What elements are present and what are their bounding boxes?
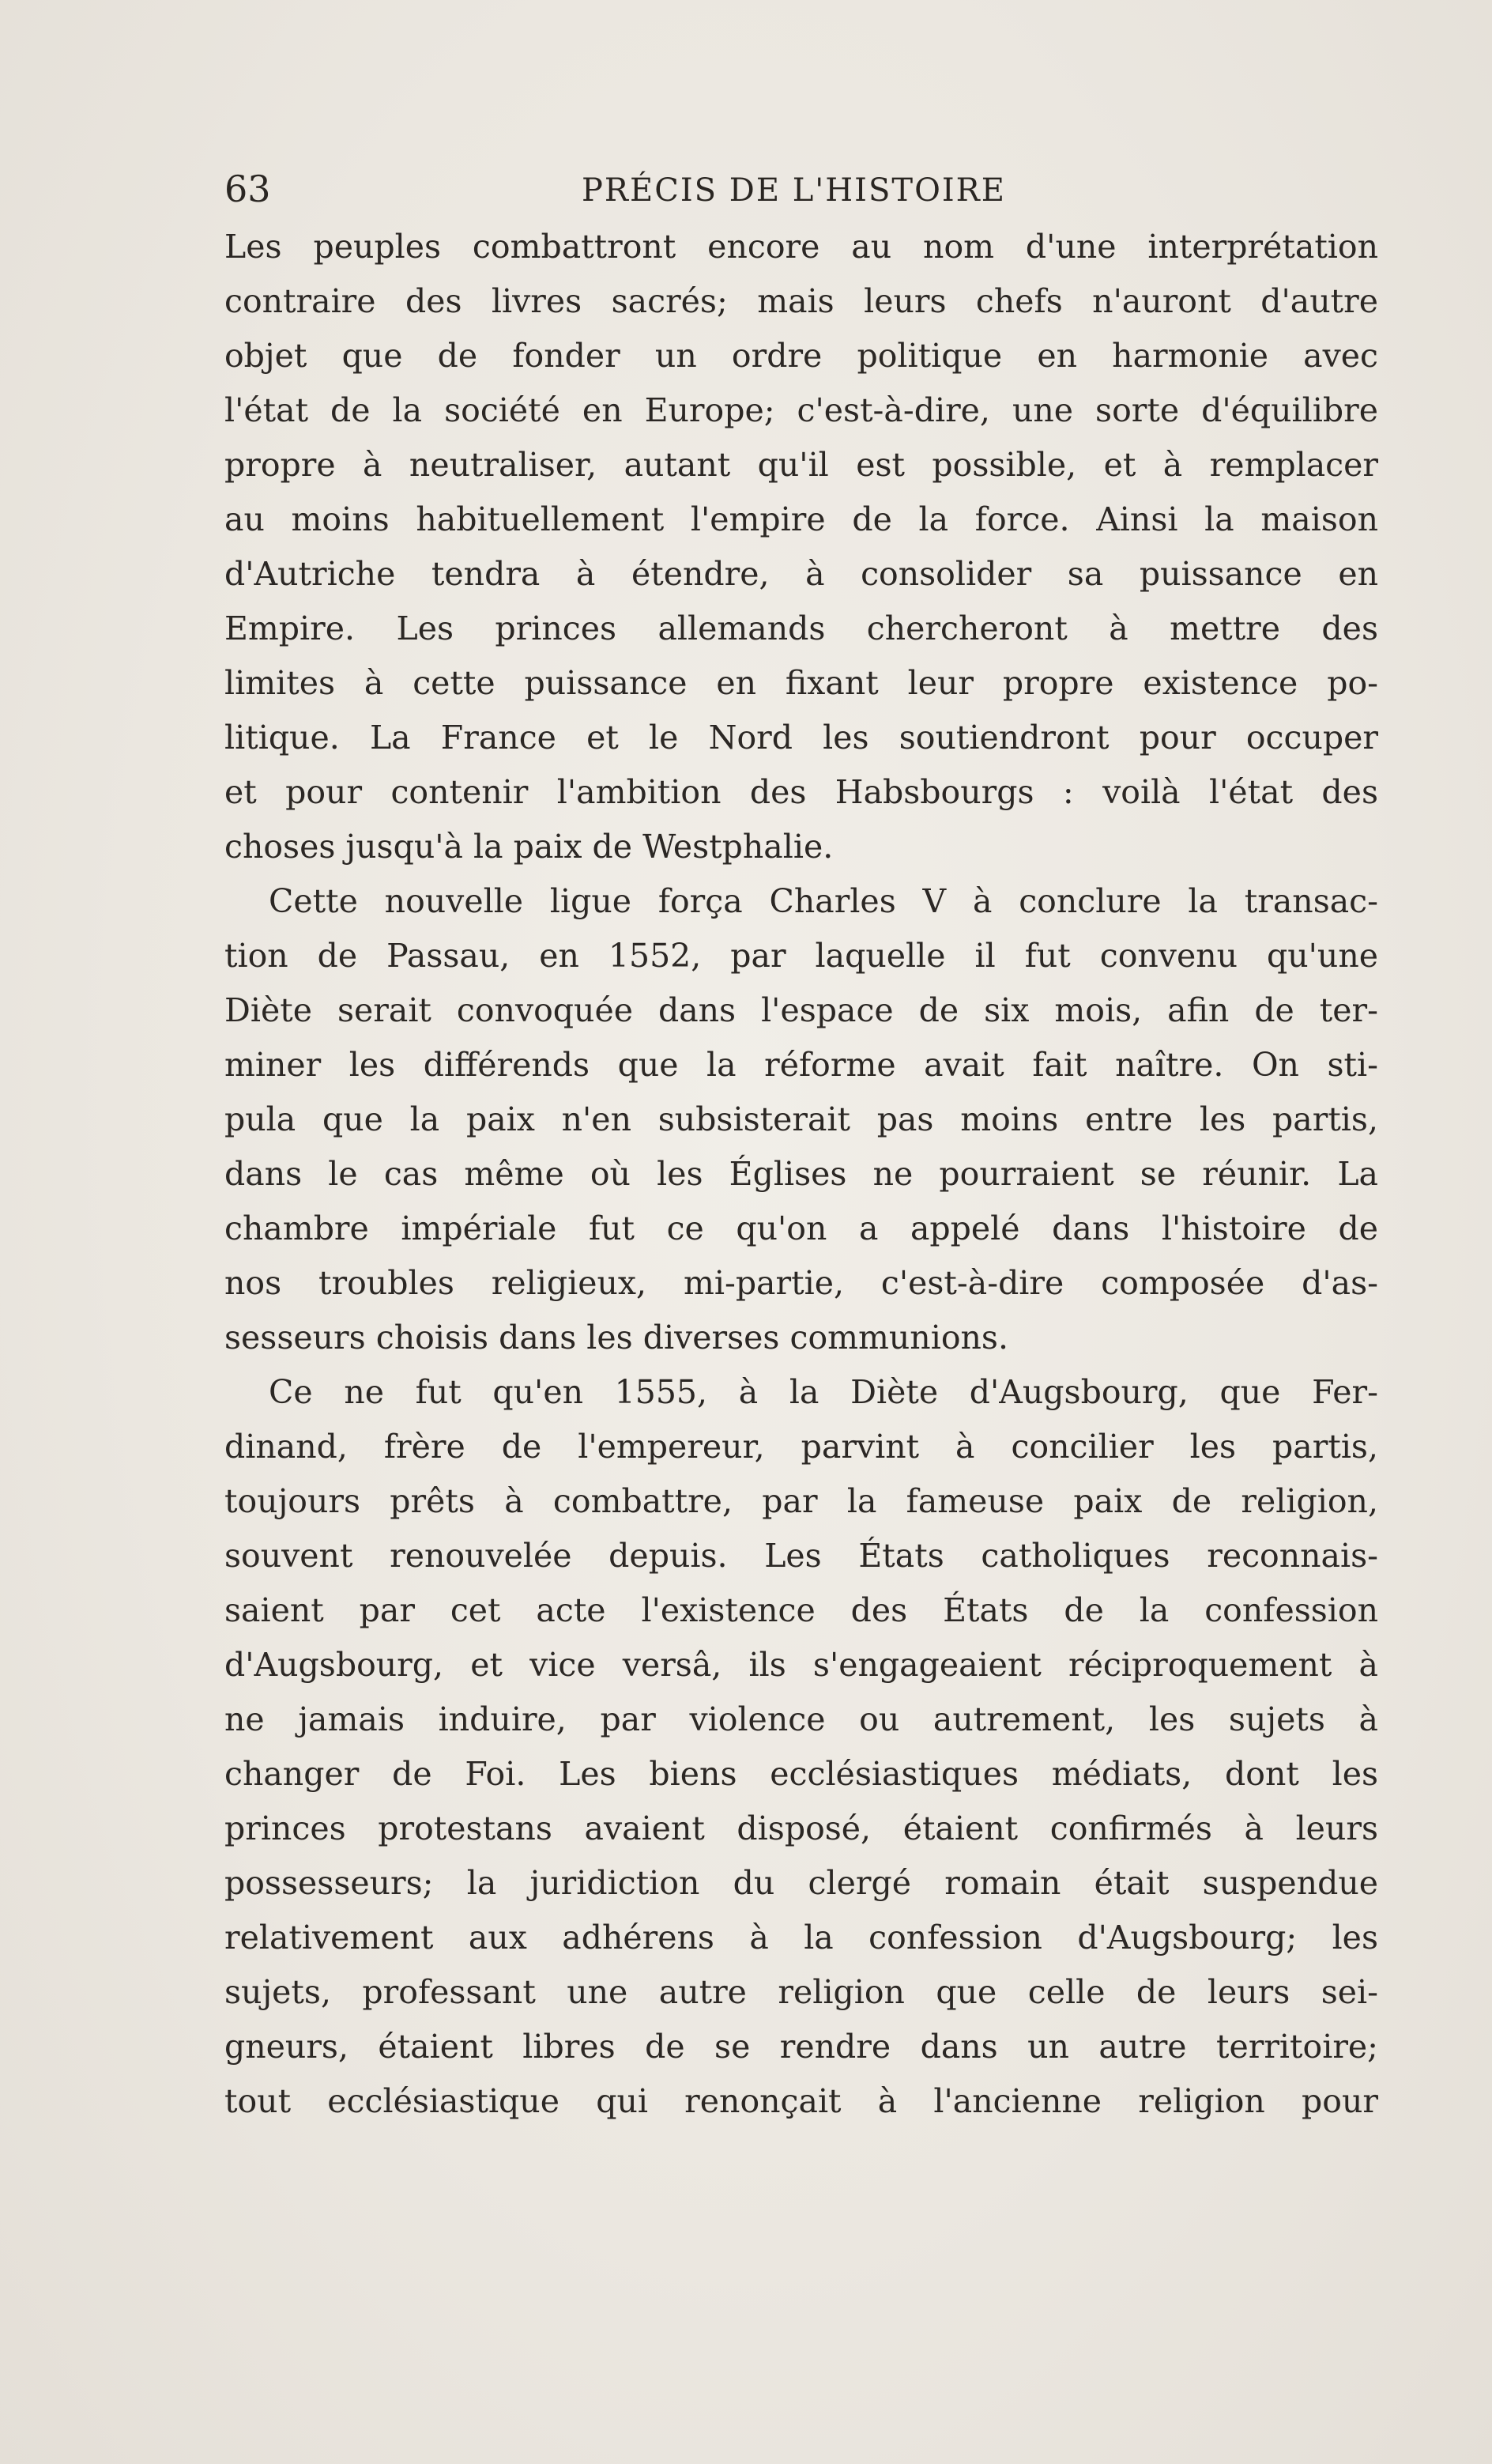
text-line: dans le cas même où les Églises ne pourraient se réunir. La xyxy=(224,1155,1378,1193)
text-line: sujets, professant une autre religion que celle de leurs sei- xyxy=(224,1973,1378,2011)
text-line: gneurs, étaient libres de se rendre dans un autre territoire; xyxy=(224,2028,1378,2066)
paragraph-2 xyxy=(224,874,1378,1365)
text-line: changer de Foi. Les biens ecclésiastiques médiats, dont les xyxy=(224,1755,1378,1793)
text-line: chambre impériale fut ce qu'on a appelé dans l'histoire de xyxy=(224,1209,1378,1247)
text-line: choses jusqu'à la paix de Westphalie. xyxy=(224,828,834,866)
text-line: saient par cet acte l'existence des États de la confession xyxy=(224,1591,1378,1629)
text-line: Cette nouvelle ligue força Charles V à conclure la transac- xyxy=(269,882,1378,920)
text-line: et pour contenir l'ambition des Habsbourgs : voilà l'état des xyxy=(224,773,1378,811)
text-line: objet que de fonder un ordre politique en harmonie avec xyxy=(224,337,1378,375)
text-line: miner les différends que la réforme avait fait naître. On sti- xyxy=(224,1046,1378,1084)
paragraph-1 xyxy=(224,220,1378,874)
page-number: 63 xyxy=(224,168,271,210)
text-line: Diète serait convoquée dans l'espace de six mois, afin de ter- xyxy=(224,991,1378,1029)
text-line: litique. La France et le Nord les soutiendront pour occuper xyxy=(224,719,1378,757)
text-line: pula que la paix n'en subsisterait pas moins entre les partis, xyxy=(224,1100,1378,1138)
text-line: relativement aux adhérens à la confession d'Augsbourg; les xyxy=(224,1919,1378,1956)
text-line: l'état de la société en Europe; c'est-à-dire, une sorte d'équilibre xyxy=(224,391,1378,429)
paragraph-3 xyxy=(224,1365,1378,2129)
text-line: souvent renouvelée depuis. Les États catholiques reconnais- xyxy=(224,1537,1378,1575)
text-line: Les peuples combattront encore au nom d'une interprétation xyxy=(224,228,1378,266)
text-line: Ce ne fut qu'en 1555, à la Diète d'Augsbourg, que Fer- xyxy=(269,1373,1378,1411)
text-line: limites à cette puissance en fixant leur propre existence po- xyxy=(224,664,1378,702)
text-line: sesseurs choisis dans les diverses communions. xyxy=(224,1319,1008,1357)
text-line: propre à neutraliser, autant qu'il est possible, et à remplacer xyxy=(224,446,1378,484)
text-line: d'Augsbourg, et vice versâ, ils s'engageaient réciproquement à xyxy=(224,1646,1378,1684)
text-line: ne jamais induire, par violence ou autrement, les sujets à xyxy=(224,1700,1378,1738)
text-line: toujours prêts à combattre, par la fameuse paix de religion, xyxy=(224,1482,1378,1520)
text-line: possesseurs; la juridiction du clergé romain était suspendue xyxy=(224,1864,1378,1902)
running-head: PRÉCIS DE L'HISTOIRE xyxy=(582,172,1006,209)
text-line: princes protestans avaient disposé, étaient confirmés à leurs xyxy=(224,1809,1378,1847)
text-line: contraire des livres sacrés; mais leurs chefs n'auront d'autre xyxy=(224,282,1378,320)
body-text xyxy=(224,220,1378,2129)
text-line: dinand, frère de l'empereur, parvint à concilier les partis, xyxy=(224,1428,1378,1466)
text-line: d'Autriche tendra à étendre, à consolider sa puissance en xyxy=(224,555,1378,593)
text-line: tout ecclésiastique qui renonçait à l'ancienne religion pour xyxy=(224,2082,1378,2120)
text-line: nos troubles religieux, mi-partie, c'est-à-dire composée d'as- xyxy=(224,1264,1378,1302)
text-line: Empire. Les princes allemands chercheront à mettre des xyxy=(224,609,1378,647)
page-header xyxy=(224,168,1378,215)
text-line: au moins habituellement l'empire de la force. Ainsi la maison xyxy=(224,500,1378,538)
text-line: tion de Passau, en 1552, par laquelle il fut convenu qu'une xyxy=(224,937,1378,975)
